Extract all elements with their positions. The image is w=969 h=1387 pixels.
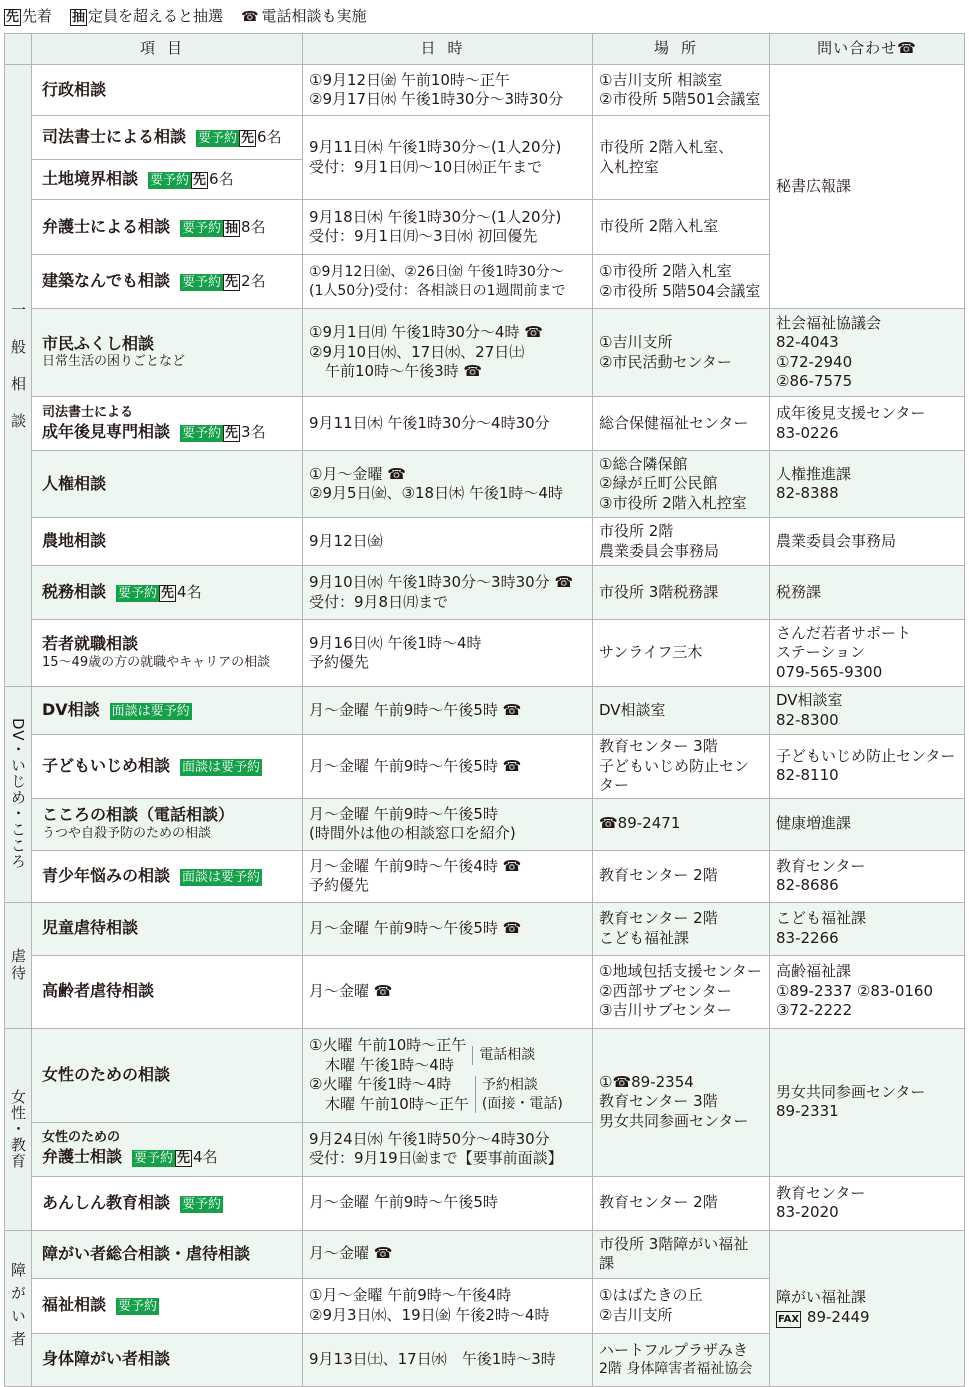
phone-icon: ☎ (387, 464, 406, 483)
row-place: ①吉川支所 相談室 ②市役所 5階501会議室 (593, 65, 770, 116)
row-datetime: 9月18日㈭ 午後1時30分～(1人20分) 受付：9月1日㈪～3日㈬ 初回優先 (303, 200, 593, 255)
table-row (5, 687, 965, 735)
row-contact: さんだ若者サポート ステーション 079-565-9300 (770, 620, 965, 687)
row-place: ①総合隣保館 ②緑が丘町公民館 ③市役所 2階入札控室 (593, 451, 770, 518)
row-contact: 健康増進課 (770, 798, 965, 850)
legend-first-text: 先着 (22, 7, 53, 26)
consultation-table (4, 33, 965, 1387)
table-row (5, 1028, 965, 1122)
row-name: 税務相談 要予約 先 4名 (32, 566, 303, 620)
row-datetime: 月～金曜 午前9時～午後5時 ☎ (303, 902, 593, 955)
phone-icon: ☎ (502, 700, 522, 719)
reservation-badge: 面談は要予約 (182, 759, 261, 775)
first-come-icon: 先 (177, 1151, 191, 1167)
reservation-badge: 要予約 (182, 425, 222, 441)
row-datetime: 9月24日㈬ 午後1時50分～4時30分 受付：9月19日㈮まで【要事前面談】 (303, 1122, 593, 1176)
row-place: 教育センター 2階 (593, 850, 770, 902)
row-contact: 子どもいじめ防止センター 82-8110 (770, 735, 965, 799)
reservation-badge: 面談は要予約 (182, 869, 261, 885)
category-women: 女性・教育 (5, 1028, 32, 1230)
row-name: 市民ふくし相談 日常生活の困りごとなど (32, 309, 303, 397)
legend-lottery (70, 7, 223, 27)
row-name: 司法書士による相談 要予約 先 6名 (32, 116, 303, 160)
row-contact: 男女共同参画センター 89-2331 (770, 1028, 965, 1176)
table-header (5, 34, 965, 65)
phone-icon: ☎ (502, 918, 522, 937)
table-row (5, 1176, 965, 1230)
row-datetime: ①9月12日㈮、②26日㈮ 午後1時30分～ (1人50分)受付：各相談日の1週間前まで (303, 255, 593, 309)
row-place: 市役所 2階入札室 (593, 200, 770, 255)
legend-first (4, 7, 52, 27)
row-contact: 社会福祉協議会 82-4043 ①72-2940 ②86-7575 (770, 309, 965, 397)
reservation-badge: 要予約 (150, 173, 190, 189)
header-place: 場所 (593, 34, 770, 65)
row-place: 教育センター 2階 (593, 1176, 770, 1230)
row-place: ①吉川支所 ②市民活動センター (593, 309, 770, 397)
legend-lottery-text: 定員を超えると抽選 (88, 7, 224, 26)
row-contact: こども福祉課 83-2266 (770, 902, 965, 955)
table-row (5, 451, 965, 518)
reservation-badge: 要予約 (118, 1299, 158, 1315)
legend-phone (241, 7, 366, 27)
first-come-icon: 先 (193, 173, 207, 189)
row-name: 障がい者総合相談・虐待相談 (32, 1230, 303, 1278)
row-datetime: 月～金曜 午前9時～午後5時 (303, 1176, 593, 1230)
fax-icon: FAX (776, 1311, 801, 1328)
phone-icon: ☎ (502, 756, 522, 775)
header-contact: 問い合わせ☎ (770, 34, 965, 65)
category-abuse: 虐待 (5, 902, 32, 1028)
row-datetime: 9月11日㈭ 午後1時30分～4時30分 (303, 397, 593, 451)
row-contact: 農業委員会事務局 (770, 518, 965, 566)
first-come-icon: 先 (161, 586, 175, 602)
row-place: ①市役所 2階入札室 ②市役所 5階504会議室 (593, 255, 770, 309)
row-datetime: 9月10日㈬ 午後1時30分～3時30分 ☎ 受付：9月8日㈪まで (303, 566, 593, 620)
reservation-badge: 面談は要予約 (111, 704, 190, 720)
first-come-icon: 先 (225, 425, 239, 441)
phone-icon: ☎ (241, 8, 259, 25)
first-come-icon: 先 (6, 9, 20, 25)
row-name: こころの相談（電話相談） うつや自殺予防のための相談 (32, 798, 303, 850)
row-name: 子どもいじめ相談 面談は要予約 (32, 735, 303, 799)
row-place: 教育センター 2階 こども福祉課 (593, 902, 770, 955)
row-name: 高齢者虐待相談 (32, 955, 303, 1028)
row-place: ☎89-2471 (593, 798, 770, 850)
row-datetime: 月～金曜 午前9時～午後4時 ☎ 予約優先 (303, 850, 593, 902)
row-contact: 秘書広報課 (770, 65, 965, 309)
row-contact: 成年後見支援センター 83-0226 (770, 397, 965, 451)
row-name: 建築なんでも相談 要予約 先 2名 (32, 255, 303, 309)
row-datetime: ①月～金曜 ☎ ②9月5日㈮、③18日㈭ 午後1時～4時 (303, 451, 593, 518)
row-name: 青少年悩みの相談 面談は要予約 (32, 850, 303, 902)
header-datetime: 日時 (303, 34, 593, 65)
row-place: ①☎89-2354 教育センター 3階 男女共同参画センター (593, 1028, 770, 1176)
legend-phone-text: 電話相談も実施 (261, 7, 367, 26)
row-datetime: ①火曜 午前10時～正午 木曜 午後1時～4時 電話相談 ②火曜 午後1時～4時 木曜 午前10時～正午 予約相談 (面接・電話) (303, 1028, 593, 1122)
row-name: 行政相談 (32, 65, 303, 116)
header-item: 項目 (32, 34, 303, 65)
row-name: 若者就職相談 15～49歳の方の就職やキャリアの相談 (32, 620, 303, 687)
row-place: 市役所 3階障がい福祉課 (593, 1230, 770, 1278)
row-datetime: ①9月12日㈮ 午前10時～正午 ②9月17日㈬ 午後1時30分～3時30分 (303, 65, 593, 116)
row-name: 弁護士による相談 要予約 抽 8名 (32, 200, 303, 255)
row-place: 市役所 2階入札室、 入札控室 (593, 116, 770, 200)
row-name: 女性のための相談 (32, 1028, 303, 1122)
row-datetime: ①月～金曜 午前9時～午後4時 ②9月3日㈬、19日㈮ 午後2時～4時 (303, 1278, 593, 1333)
row-contact: 税務課 (770, 566, 965, 620)
table-row (5, 798, 965, 850)
row-place: 教育センター 3階 子どもいじめ防止センター (593, 735, 770, 799)
row-place: 市役所 3階税務課 (593, 566, 770, 620)
phone-icon: ☎ (463, 362, 483, 381)
row-name: 土地境界相談 要予約 先 6名 (32, 160, 303, 200)
row-place: 総合保健福祉センター (593, 397, 770, 451)
row-datetime: 月～金曜 ☎ (303, 1230, 593, 1278)
lottery-icon: 抽 (225, 220, 239, 236)
row-name: 児童虐待相談 (32, 902, 303, 955)
row-name: 司法書士による 成年後見専門相談 要予約 先 3名 (32, 397, 303, 451)
phone-icon: ☎ (524, 323, 543, 342)
category-general: 一般相談 (5, 65, 32, 687)
category-disabled: 障がい者 (5, 1230, 32, 1386)
table-row (5, 397, 965, 451)
reservation-badge: 要予約 (182, 1196, 222, 1212)
row-datetime: 月～金曜 午前9時～午後5時 ☎ (303, 735, 593, 799)
row-place: サンライフ三木 (593, 620, 770, 687)
table-row (5, 902, 965, 955)
row-name: あんしん教育相談 要予約 (32, 1176, 303, 1230)
row-name: 農地相談 (32, 518, 303, 566)
row-datetime: 月～金曜 午前9時～午後5時 ☎ (303, 687, 593, 735)
row-contact: 教育センター 83-2020 (770, 1176, 965, 1230)
header-blank (5, 34, 32, 65)
phone-icon: ☎ (373, 1244, 393, 1263)
phone-icon: ☎ (554, 573, 574, 591)
row-place: ①はばたきの丘 ②吉川支所 (593, 1278, 770, 1333)
table-row (5, 518, 965, 566)
row-contact: 教育センター 82-8686 (770, 850, 965, 902)
row-datetime: 月～金曜 ☎ (303, 955, 593, 1028)
reservation-badge: 要予約 (182, 220, 222, 236)
row-datetime: ①9月1日㈪ 午後1時30分～4時 ☎ ②9月10日㈬、17日㈬、27日㈯ 午前10時～午後3時 ☎ (303, 309, 593, 397)
phone-icon: ☎ (373, 981, 393, 1000)
row-datetime: 9月12日㈮ (303, 518, 593, 566)
table-row (5, 735, 965, 799)
first-come-icon: 先 (241, 131, 255, 147)
row-name: 女性のための 弁護士相談 要予約 先 4名 (32, 1122, 303, 1176)
row-place: DV相談室 (593, 687, 770, 735)
legend (4, 6, 385, 28)
reservation-badge: 要予約 (134, 1151, 174, 1167)
row-name: 人権相談 (32, 451, 303, 518)
row-place: ハートフルプラザみき 2階 身体障害者福祉協会 (593, 1333, 770, 1386)
row-name: 身体障がい者相談 (32, 1333, 303, 1386)
row-contact: 人権推進課 82-8388 (770, 451, 965, 518)
row-place: 市役所 2階 農業委員会事務局 (593, 518, 770, 566)
reservation-badge: 要予約 (118, 586, 158, 602)
phone-icon: ☎ (502, 856, 522, 875)
reservation-badge: 要予約 (198, 131, 238, 147)
row-datetime: 9月11日㈭ 午後1時30分～(1人20分) 受付：9月1日㈪～10日㈬正午まで (303, 116, 593, 200)
table-row (5, 620, 965, 687)
row-contact: 障がい福祉課 FAX 89-2449 (770, 1230, 965, 1386)
table-row (5, 566, 965, 620)
row-contact: 高齢福祉課 ①89-2337 ②83-0160 ③72-2222 (770, 955, 965, 1028)
row-name: 福祉相談 要予約 (32, 1278, 303, 1333)
table-row (5, 65, 965, 116)
row-name: DV相談 面談は要予約 (32, 687, 303, 735)
row-contact: DV相談室 82-8300 (770, 687, 965, 735)
row-datetime: 9月13日㈯、17日㈬ 午後1時～3時 (303, 1333, 593, 1386)
category-dv: DV・いじめ・こころ (5, 687, 32, 903)
table-row (5, 1230, 965, 1278)
row-datetime: 月～金曜 午前9時～午後5時 (時間外は他の相談窓口を紹介) (303, 798, 593, 850)
first-come-icon: 先 (225, 275, 239, 291)
row-place: ①地域包括支援センター ②西部サブセンター ③吉川サブセンター (593, 955, 770, 1028)
lottery-icon: 抽 (72, 9, 86, 25)
row-datetime: 9月16日㈫ 午後1時～4時 予約優先 (303, 620, 593, 687)
reservation-badge: 要予約 (182, 275, 222, 291)
table-row (5, 309, 965, 397)
table-row (5, 955, 965, 1028)
table-row (5, 850, 965, 902)
